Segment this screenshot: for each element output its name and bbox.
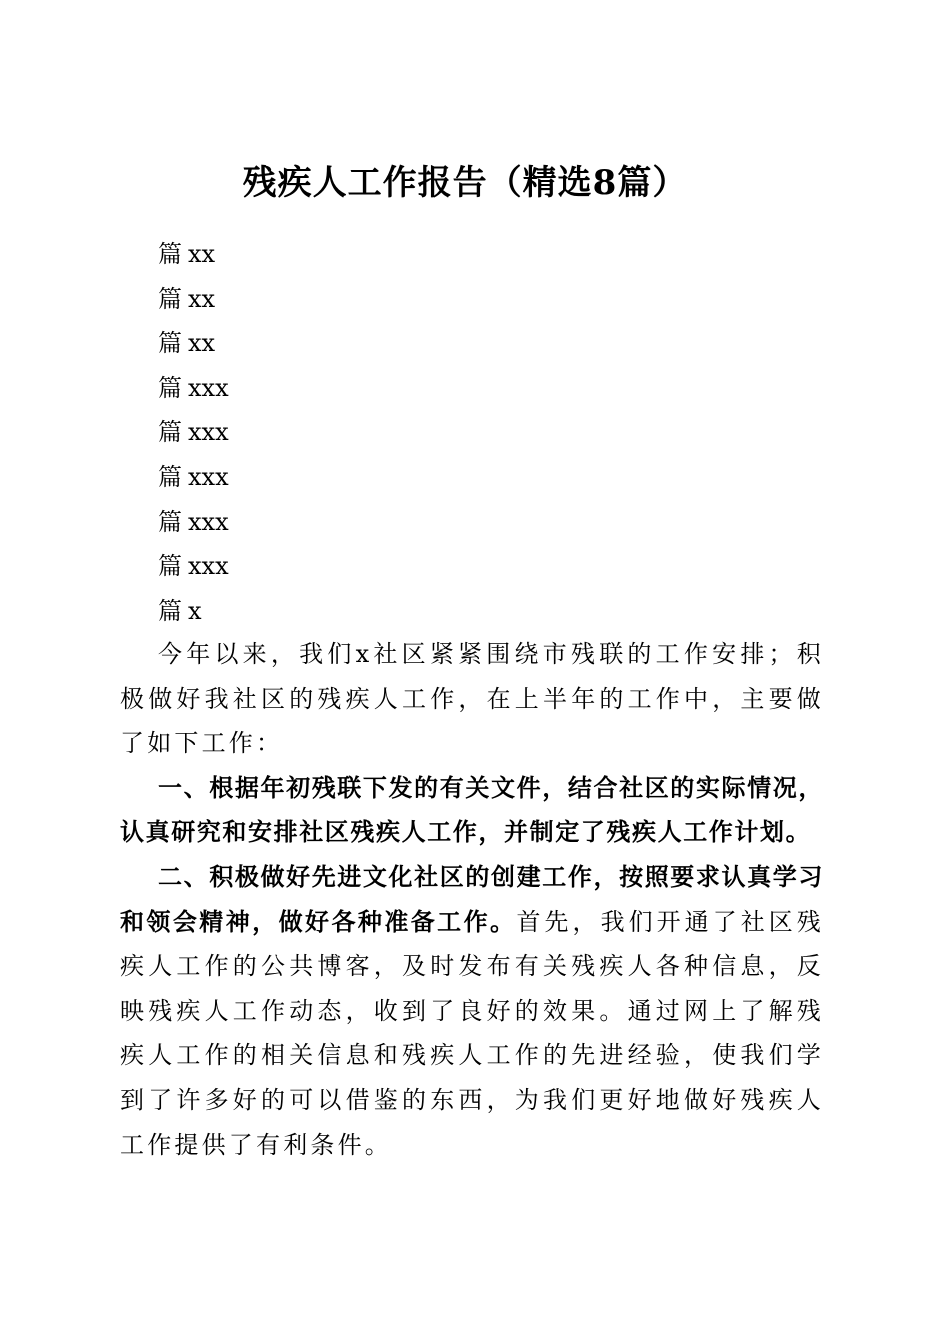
toc-item-prefix: 篇: [158, 507, 182, 536]
toc-item-label: xxx: [188, 552, 229, 581]
toc-item-label: x: [188, 596, 202, 625]
toc-item-prefix: 篇: [158, 373, 182, 402]
toc-item-prefix: 篇: [158, 240, 182, 268]
toc-item-prefix: 篇: [158, 418, 182, 447]
toc-item[interactable]: [158, 277, 229, 322]
toc-item-label: xxx: [188, 373, 229, 402]
table-of-contents: [158, 232, 229, 633]
toc-item[interactable]: [158, 410, 229, 455]
toc-item[interactable]: [158, 455, 229, 500]
document-title: 残疾人工作报告（精选8篇）: [242, 162, 688, 203]
toc-item-label: xx: [188, 284, 216, 313]
point-two-paragraph: [120, 855, 824, 1167]
toc-item-prefix: 篇: [158, 329, 182, 358]
toc-item[interactable]: [158, 321, 229, 366]
toc-item[interactable]: [158, 544, 229, 589]
toc-item[interactable]: [158, 589, 229, 634]
point-two-heading: 二、积极做好先进文化社区的创建工作，按照要求认真学习和领会精神，做好各种准备工作。: [120, 862, 824, 936]
toc-item-label: xxx: [188, 507, 229, 536]
point-two-text: 首先，我们开通了社区残疾人工作的公共博客，及时发布有关残疾人各种信息，反映残疾人工作动态，收到了良好的效果。通过网上了解残疾人工作的相关信息和残疾人工作的先进经验，使我们学到了许多好的可以借鉴的东西，为我们更好地做好残疾人工作提供了有利条件。: [120, 907, 825, 1159]
toc-item-prefix: 篇: [158, 596, 182, 625]
document-body: [120, 632, 824, 1167]
toc-item[interactable]: [158, 366, 229, 411]
toc-item[interactable]: [158, 232, 229, 277]
toc-item-label: xxx: [188, 418, 229, 447]
toc-item-prefix: 篇: [158, 552, 182, 581]
intro-paragraph: 今年以来，我们x社区紧紧围绕市残联的工作安排；积极做好我社区的残疾人工作，在上半年的工作中，主要做了如下工作：: [120, 640, 824, 758]
toc-item-prefix: 篇: [158, 462, 182, 491]
toc-item-label: xxx: [188, 462, 229, 491]
toc-item-label: xx: [188, 240, 216, 268]
point-one-paragraph: 一、根据年初残联下发的有关文件，结合社区的实际情况，认真研究和安排社区残疾人工作，并制定了残疾人工作计划。: [120, 773, 824, 847]
toc-item-prefix: 篇: [158, 284, 182, 313]
toc-item[interactable]: [158, 500, 229, 545]
toc-item-label: xx: [188, 329, 216, 358]
